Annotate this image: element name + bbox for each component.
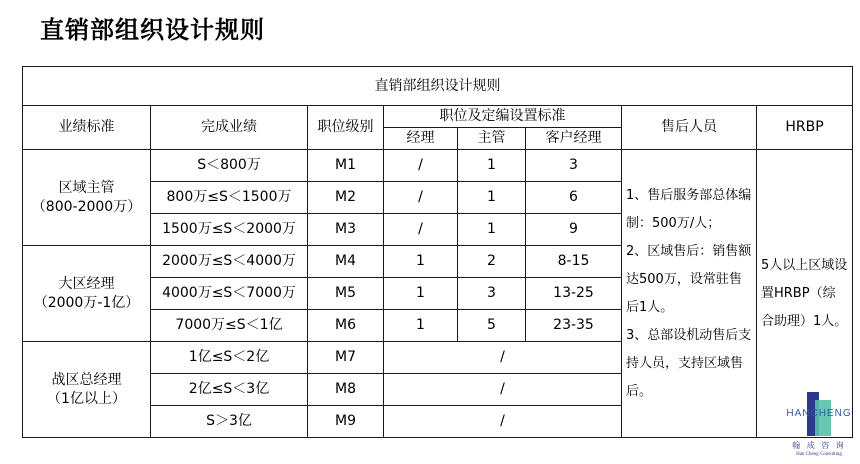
after-sales-note: 2、区域售后：销售额达500万，设常驻售后1人。 [626,243,752,315]
achievement-cell: 2000万≤S＜4000万 [151,246,308,278]
achievement-cell: S＞3亿 [151,406,308,438]
manager-cell: / [384,214,458,246]
account-manager-cell: 13-25 [526,278,622,310]
level-cell: M2 [308,182,384,214]
account-manager-cell: 3 [526,150,622,182]
after-sales-note: 1、售后服务部总体编制：500万/人； [626,187,752,231]
staffing-cell: / [384,406,622,438]
header-achievement: 完成业绩 [151,106,308,150]
after-sales-notes [622,150,757,438]
group-range: （800-2000万） [31,198,142,215]
account-manager-cell: 8-15 [526,246,622,278]
group-range: （2000万-1亿） [33,294,140,311]
group-label: 大区经理 [58,276,115,293]
supervisor-cell: 2 [458,246,526,278]
manager-cell: / [384,182,458,214]
level-cell: M5 [308,278,384,310]
header-after-sales: 售后人员 [622,106,757,150]
hrbp-note: 5人以上区域设置HRBP（综合助理）1人。 [757,150,853,438]
group-cell [23,246,151,342]
achievement-cell: 1亿≤S＜2亿 [151,342,308,374]
staffing-cell: / [384,374,622,406]
account-manager-cell: 6 [526,182,622,214]
header-hrbp: HRBP [757,106,853,150]
table-row [23,150,853,182]
supervisor-cell: 1 [458,214,526,246]
level-cell: M8 [308,374,384,406]
level-cell: M9 [308,406,384,438]
achievement-cell: 2亿≤S＜3亿 [151,374,308,406]
group-range: （1亿以上） [47,390,126,407]
supervisor-cell: 1 [458,182,526,214]
header-staffing-group: 职位及定编设置标准 [384,106,622,128]
account-manager-cell: 9 [526,214,622,246]
level-cell: M4 [308,246,384,278]
after-sales-note: 3、总部设机动售后支持人员，支持区域售后。 [626,327,752,399]
achievement-cell: 800万≤S＜1500万 [151,182,308,214]
manager-cell: 1 [384,278,458,310]
supervisor-cell: 3 [458,278,526,310]
manager-cell: 1 [384,310,458,342]
company-logo [783,392,855,462]
header-supervisor: 主管 [458,128,526,150]
supervisor-cell: 5 [458,310,526,342]
level-cell: M6 [308,310,384,342]
logo-en: Han Cheng Consulting [796,452,842,457]
achievement-cell: 7000万≤S＜1亿 [151,310,308,342]
header-metric: 业绩标准 [23,106,151,150]
level-cell: M7 [308,342,384,374]
header-manager: 经理 [384,128,458,150]
logo-cn: 翰 成 咨 询 [792,441,846,450]
group-cell [23,342,151,438]
group-label: 战区总经理 [51,372,122,389]
header-level: 职位级别 [308,106,384,150]
logo-text: HANCHENG [786,408,852,419]
achievement-cell: 1500万≤S＜2000万 [151,214,308,246]
level-cell: M3 [308,214,384,246]
group-cell [23,150,151,246]
account-manager-cell: 23-35 [526,310,622,342]
org-rules-table [22,66,853,438]
page-title: 直销部组织设计规则 [40,16,265,44]
header-account-manager: 客户经理 [526,128,622,150]
manager-cell: / [384,150,458,182]
achievement-cell: S＜800万 [151,150,308,182]
manager-cell: 1 [384,246,458,278]
table-caption: 直销部组织设计规则 [23,67,853,106]
staffing-cell: / [384,342,622,374]
supervisor-cell: 1 [458,150,526,182]
level-cell: M1 [308,150,384,182]
group-label: 区域主管 [58,180,115,197]
achievement-cell: 4000万≤S＜7000万 [151,278,308,310]
